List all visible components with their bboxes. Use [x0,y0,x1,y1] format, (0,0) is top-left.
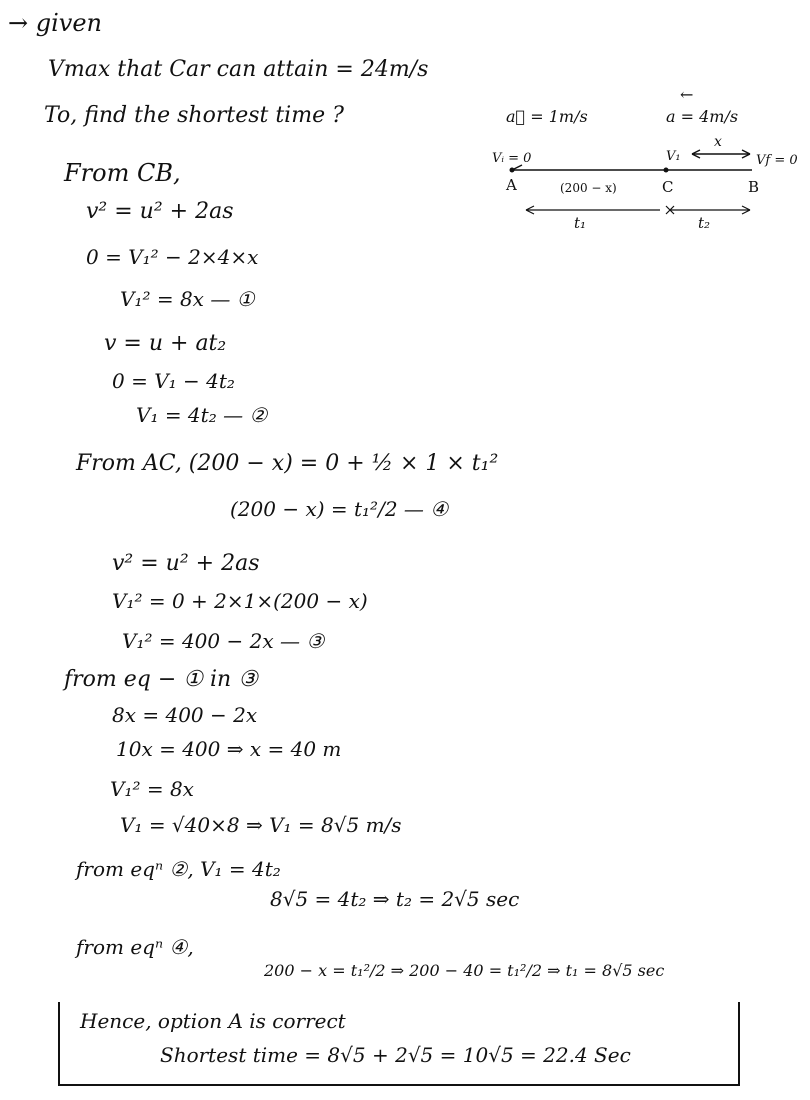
cb-equation-2: 0 = V₁² − 2×4×x [86,245,259,269]
motion-diagram [470,80,800,240]
segment-ac-label: (200 − x) [560,181,617,195]
x-label: x [714,134,722,150]
ac-equation-5: V₁² = 400 − 2x — ③ [122,629,325,653]
answer-line-1: Hence, option A is correct [80,1009,346,1033]
point-a-label: A [506,176,517,194]
ac-equation-3: v² = u² + 2as [112,551,260,576]
cb-equation-4: v = u + at₂ [104,331,227,356]
cb-equation-5: 0 = V₁ − 4t₂ [112,369,235,393]
v1-label: V₁ [666,149,681,164]
accel-cb-label: a = 4m/s [666,107,739,126]
cb-equation-3: V₁² = 8x — ① [120,287,255,311]
accel-ac-label: a⃗ = 1m/s [506,107,588,126]
substitution-line: from eq − ① in ③ [64,667,258,692]
accel-cb-arrow: ← [680,85,694,104]
solve-line-7: 8√5 = 4t₂ ⇒ t₂ = 2√5 sec [270,887,520,911]
cb-equation-6: V₁ = 4t₂ — ② [136,403,268,427]
answer-line-2: Shortest time = 8√5 + 2√5 = 10√5 = 22.4 Sec [160,1043,631,1067]
point-c-label: C [662,178,674,196]
given-vmax-line: Vmax that Car can attain = 24m/s [48,57,429,82]
point-a-dot [510,168,515,173]
solve-line-9: 200 − x = t₁²/2 ⇒ 200 − 40 = t₁²/2 ⇒ t₁ = 8√5 sec [264,961,665,980]
solve-line-8: from eqⁿ ④, [76,935,194,959]
point-b-label: B [748,178,760,196]
find-shortest-time-line: To, find the shortest time ? [44,103,344,128]
solve-line-2: 8x = 400 − 2x [112,703,258,727]
ac-equation-2: (200 − x) = t₁²/2 — ④ [230,497,449,521]
from-cb-heading: From CB, [64,159,181,187]
solve-line-3: 10x = 400 ⇒ x = 40 m [116,737,342,761]
solve-line-5: V₁ = √40×8 ⇒ V₁ = 8√5 m/s [120,813,402,837]
solve-line-4: V₁² = 8x [110,777,194,801]
solve-line-6: from eqⁿ ②, V₁ = 4t₂ [76,857,281,881]
ac-equation-1: From AC, (200 − x) = 0 + ½ × 1 × t₁² [76,451,499,476]
ac-equation-4: V₁² = 0 + 2×1×(200 − x) [112,589,368,613]
point-c-dot [664,168,669,173]
t1-label: t₁ [574,214,587,232]
t2-label: t₂ [698,214,711,232]
cb-equation-1: v² = u² + 2as [86,199,234,224]
vi-label: Vᵢ = 0 [492,151,532,166]
given-heading: → given [8,9,102,37]
vf-label: Vf = 0 [756,153,798,168]
